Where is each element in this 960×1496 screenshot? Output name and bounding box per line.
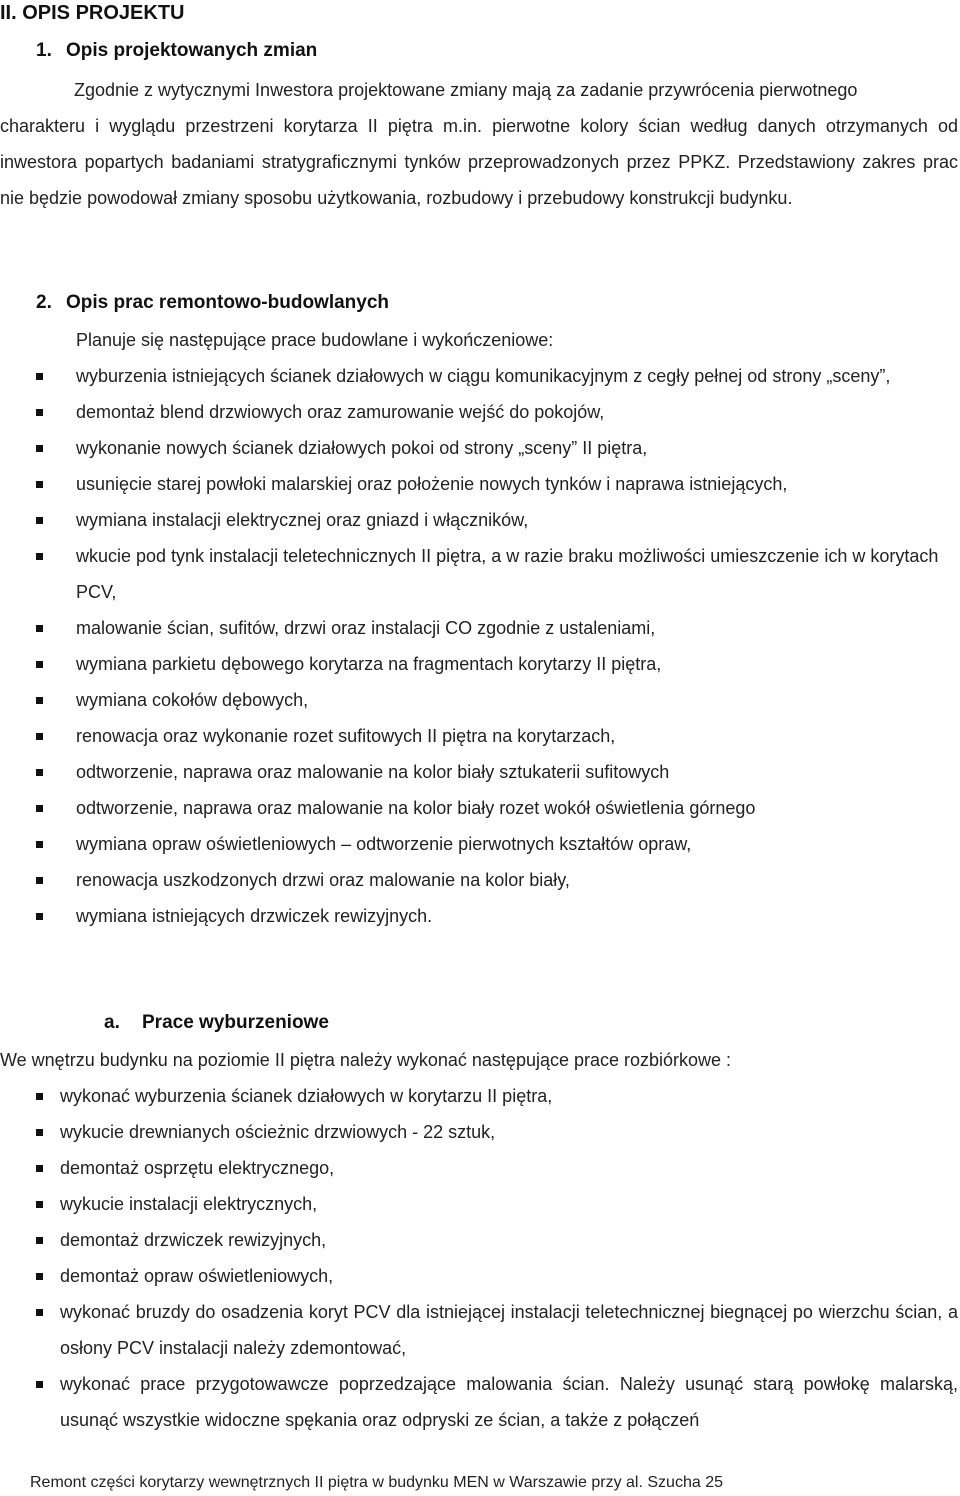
bullet-icon [36,805,43,812]
list-item-text: wykonać wyburzenia ścianek działowych w korytarzu II piętra, [60,1086,553,1106]
list-item-text: demontaż drzwiczek rewizyjnych, [60,1230,327,1250]
bullet-icon [36,661,43,668]
list-item-text: wykonać bruzdy do osadzenia koryt PCV dla istniejącej instalacji teletechnicznej biegnącej po wierzchu ścian, a osłony PCV instalacji należy zdemontować, [60,1302,958,1358]
subsection-1-paragraph-text: charakteru i wyglądu przestrzeni korytarza II piętra m.in. pierwotne kolory ścian według danych otrzymanych od inwestora popartych badaniami stratygraficznymi tynków przeprowadzonych przez PPKZ. Przedstawiony zakres prac nie będzie powodował zmiany sposobu użytkowania, rozbudowy i przebudowy konstrukcji budynku. [0,116,958,208]
list-item [0,466,940,502]
list-item-text: renowacja oraz wykonanie rozet sufitowych II piętra na korytarzach, [76,726,616,746]
list-item-text: malowanie ścian, sufitów, drzwi oraz instalacji CO zgodnie z ustaleniami, [76,618,656,638]
list-item [0,1222,958,1258]
list-item [0,430,940,466]
demolition-list [0,1078,958,1438]
bullet-icon [36,1309,43,1316]
list-item-text: usunięcie starej powłoki malarskiej oraz położenie nowych tynków i naprawa istniejących, [76,474,788,494]
list-item-text: wymiana opraw oświetleniowych – odtworzenie pierwotnych kształtów opraw, [76,834,692,854]
list-item [0,1294,958,1366]
subsection-a-number: a. [104,1012,120,1033]
subsection-1-intro-text: Zgodnie z wytycznymi Inwestora projektowane zmiany mają za zadanie przywrócenia pierwotnego [74,80,858,100]
list-item [0,1150,958,1186]
subsection-a-intro [0,1042,731,1078]
bullet-icon [36,445,43,452]
bullet-icon [36,913,43,920]
bullet-icon [36,841,43,848]
subsection-2-intro-text: Planuje się następujące prace budowlane i wykończeniowe: [76,330,554,350]
list-item-text: wykucie instalacji elektrycznych, [60,1194,318,1214]
list-item-text: wymiana istniejących drzwiczek rewizyjnych. [76,906,433,926]
list-item [0,718,940,754]
bullet-icon [36,1273,43,1280]
list-item-text: wymiana parkietu dębowego korytarza na fragmentach korytarzy II piętra, [76,654,662,674]
list-item [0,1078,958,1114]
page-footer [30,1474,723,1492]
subsection-2-heading [36,292,389,314]
section-heading [0,2,184,25]
list-item-text: wykonać prace przygotowawcze poprzedzające malowania ścian. Należy usunąć starą powłokę malarską, usunąć wszystkie widoczne spękania oraz odpryski ze ścian, a także z połączeń [60,1374,958,1430]
subsection-a-heading [104,1012,329,1034]
subsection-a-title: Prace wyburzeniowe [142,1012,329,1033]
subsection-1-heading [36,40,317,62]
list-item [0,1366,958,1438]
list-item [0,1114,958,1150]
list-item [0,394,940,430]
bullet-icon [36,1201,43,1208]
list-item [0,754,940,790]
subsection-2-title: Opis prac remontowo-budowlanych [66,292,390,313]
list-item [0,790,940,826]
list-item [0,1258,958,1294]
list-item [0,1186,958,1222]
list-item-text: wykucie drewnianych ościeżnic drzwiowych - 22 sztuk, [60,1122,496,1142]
subsection-1-number: 1. [36,40,52,61]
subsection-2-number: 2. [36,292,52,313]
works-list [0,358,940,934]
list-item-text: wymiana cokołów dębowych, [76,690,309,710]
list-item [0,538,940,610]
list-item-text: wyburzenia istniejących ścianek działowych w ciągu komunikacyjnym z cegły pełnej od strony „sceny”, [76,366,891,386]
list-item-text: demontaż opraw oświetleniowych, [60,1266,334,1286]
bullet-icon [36,1237,43,1244]
list-item [0,646,940,682]
subsection-2-intro [76,322,553,358]
list-item [0,898,940,934]
bullet-icon [36,733,43,740]
list-item-text: renowacja uszkodzonych drzwi oraz malowanie na kolor biały, [76,870,570,890]
bullet-icon [36,769,43,776]
subsection-a-intro-text: We wnętrzu budynku na poziomie II piętra należy wykonać następujące prace rozbiórkowe : [0,1050,732,1070]
bullet-icon [36,409,43,416]
bullet-icon [36,1093,43,1100]
list-item [0,610,940,646]
bullet-icon [36,1165,43,1172]
list-item-text: odtworzenie, naprawa oraz malowanie na kolor biały rozet wokół oświetlenia górnego [76,798,756,818]
bullet-icon [36,481,43,488]
list-item [0,502,940,538]
subsection-1-intro-line [74,72,857,108]
list-item [0,826,940,862]
bullet-icon [36,1129,43,1136]
list-item [0,358,940,394]
list-item-text: wykonanie nowych ścianek działowych pokoi od strony „sceny” II piętra, [76,438,648,458]
bullet-icon [36,697,43,704]
page-footer-text: Remont części korytarzy wewnętrznych II piętra w budynku MEN w Warszawie przy al. Szucha 25 [30,1474,723,1491]
bullet-icon [36,877,43,884]
list-item-text: wkucie pod tynk instalacji teletechnicznych II piętra, a w razie braku możliwości umieszczenie ich w korytach PCV, [76,546,939,602]
bullet-icon [36,553,43,560]
bullet-icon [36,1381,43,1388]
bullet-icon [36,625,43,632]
subsection-1-title: Opis projektowanych zmian [66,40,318,61]
list-item-text: demontaż blend drzwiowych oraz zamurowanie wejść do pokojów, [76,402,605,422]
list-item [0,862,940,898]
bullet-icon [36,373,43,380]
list-item-text: odtworzenie, naprawa oraz malowanie na kolor biały sztukaterii sufitowych [76,762,670,782]
section-heading-text: II. OPIS PROJEKTU [0,2,185,24]
list-item-text: wymiana instalacji elektrycznej oraz gniazd i włączników, [76,510,529,530]
list-item-text: demontaż osprzętu elektrycznego, [60,1158,335,1178]
bullet-icon [36,517,43,524]
subsection-1-paragraph [0,108,958,216]
list-item [0,682,940,718]
